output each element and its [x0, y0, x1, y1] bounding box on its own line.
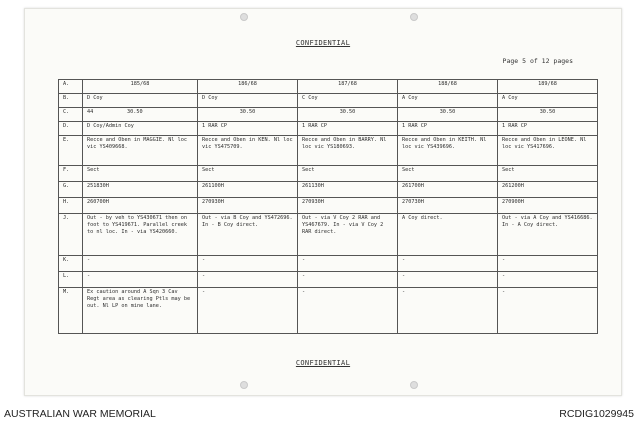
punch-hole [410, 381, 418, 389]
row-key: E. [59, 136, 83, 166]
table-cell: - [198, 288, 298, 334]
table-row [59, 256, 598, 272]
table-row [59, 198, 598, 214]
table-row [59, 80, 598, 94]
table-cell: Sect [398, 166, 498, 182]
table-cell: - [83, 256, 198, 272]
table-cell: D Coy/Admin Coy [83, 122, 198, 136]
table-cell [83, 108, 198, 122]
table-cell: A Coy [498, 94, 598, 108]
table-cell: - [198, 272, 298, 288]
table-cell: A Coy direct. [398, 214, 498, 256]
frequency-left: 44 [87, 109, 94, 115]
orders-table [58, 79, 598, 334]
document-page [24, 8, 622, 396]
table-cell: 186/68 [198, 80, 298, 94]
table-cell: - [498, 256, 598, 272]
table-cell: Recce and Oben in KEITH. Nl loc vic YS439696. [398, 136, 498, 166]
table-cell: 185/68 [83, 80, 198, 94]
table-cell: - [83, 272, 198, 288]
table-cell: 270930H [298, 198, 398, 214]
table-cell: 1 RAR CP [198, 122, 298, 136]
table-cell: 261130H [298, 182, 398, 198]
table-cell: 261200H [498, 182, 598, 198]
punch-hole [240, 381, 248, 389]
table-cell: Sect [298, 166, 398, 182]
table-cell: - [298, 272, 398, 288]
row-key: L. [59, 272, 83, 288]
table-cell: 261700H [398, 182, 498, 198]
table-cell: 261100H [198, 182, 298, 198]
table-row [59, 136, 598, 166]
table-cell: 30.50 [298, 108, 398, 122]
table-cell: Recce and Oben in KEN. Nl loc vic YS475709. [198, 136, 298, 166]
table-cell: 189/68 [498, 80, 598, 94]
classification-header: CONFIDENTIAL [295, 39, 351, 47]
table-cell: - [398, 288, 498, 334]
table-cell: Sect [198, 166, 298, 182]
table-cell: D Coy [198, 94, 298, 108]
table-row [59, 94, 598, 108]
table-cell: 270900H [498, 198, 598, 214]
row-key: J. [59, 214, 83, 256]
punch-hole [410, 13, 418, 21]
table-row [59, 182, 598, 198]
table-cell: 30.50 [398, 108, 498, 122]
table-row [59, 166, 598, 182]
row-key: M. [59, 288, 83, 334]
frequency-right: 30.50 [127, 109, 143, 115]
table-cell: 270730H [398, 198, 498, 214]
table-cell: - [298, 256, 398, 272]
table-cell: 1 RAR CP [498, 122, 598, 136]
table-cell: Out - via A Coy and YS416686. In - A Coy direct. [498, 214, 598, 256]
table-cell: Out - via V Coy 2 RAR and YS467679. In - via V Coy 2 RAR direct. [298, 214, 398, 256]
table-cell: 270930H [198, 198, 298, 214]
punch-hole [240, 13, 248, 21]
table-cell: Recce and Oben in BARRY. Nl loc vic YS180693. [298, 136, 398, 166]
table-cell: Sect [83, 166, 198, 182]
table-cell: Sect [498, 166, 598, 182]
table-row [59, 108, 598, 122]
table-cell: 1 RAR CP [298, 122, 398, 136]
page-indicator: Page 5 of 12 pages [502, 57, 573, 65]
table-cell: 30.50 [198, 108, 298, 122]
table-cell: A Coy [398, 94, 498, 108]
row-key: H. [59, 198, 83, 214]
table-cell: Recce and Oben in LEONE. Nl loc vic YS417696. [498, 136, 598, 166]
archive-reference: RCDIG1029945 [559, 408, 634, 420]
table-cell: 188/68 [398, 80, 498, 94]
table-row [59, 272, 598, 288]
archive-credit: AUSTRALIAN WAR MEMORIAL [4, 408, 156, 420]
table-row [59, 288, 598, 334]
row-key: C. [59, 108, 83, 122]
table-cell: - [498, 288, 598, 334]
table-cell: - [398, 256, 498, 272]
table-row [59, 214, 598, 256]
table-cell: Out - by veh to YS430671 then on foot to YS419671. Parallel creek to nl loc. In - via YS420660. [83, 214, 198, 256]
row-key: D. [59, 122, 83, 136]
table-cell: Recce and Oben in MAGGIE. Nl loc vic YS409668. [83, 136, 198, 166]
table-cell: - [298, 288, 398, 334]
table-cell: 187/68 [298, 80, 398, 94]
row-key: G. [59, 182, 83, 198]
table-cell: - [398, 272, 498, 288]
table-cell: 251830H [83, 182, 198, 198]
row-key: A. [59, 80, 83, 94]
table-cell: 30.50 [498, 108, 598, 122]
table-cell: - [198, 256, 298, 272]
row-key: F. [59, 166, 83, 182]
table-cell: 260700H [83, 198, 198, 214]
table-cell: Ex caution around A Sqn 3 Cav Regt area as clearing Ptls may be out. Nl LP on mine lane. [83, 288, 198, 334]
table-cell: D Coy [83, 94, 198, 108]
row-key: B. [59, 94, 83, 108]
row-key: K. [59, 256, 83, 272]
classification-footer: CONFIDENTIAL [295, 359, 351, 367]
table-cell: C Coy [298, 94, 398, 108]
table-cell: - [498, 272, 598, 288]
table-cell: Out - via B Coy and YS472696. In - B Coy direct. [198, 214, 298, 256]
table-cell: 1 RAR CP [398, 122, 498, 136]
table-row [59, 122, 598, 136]
